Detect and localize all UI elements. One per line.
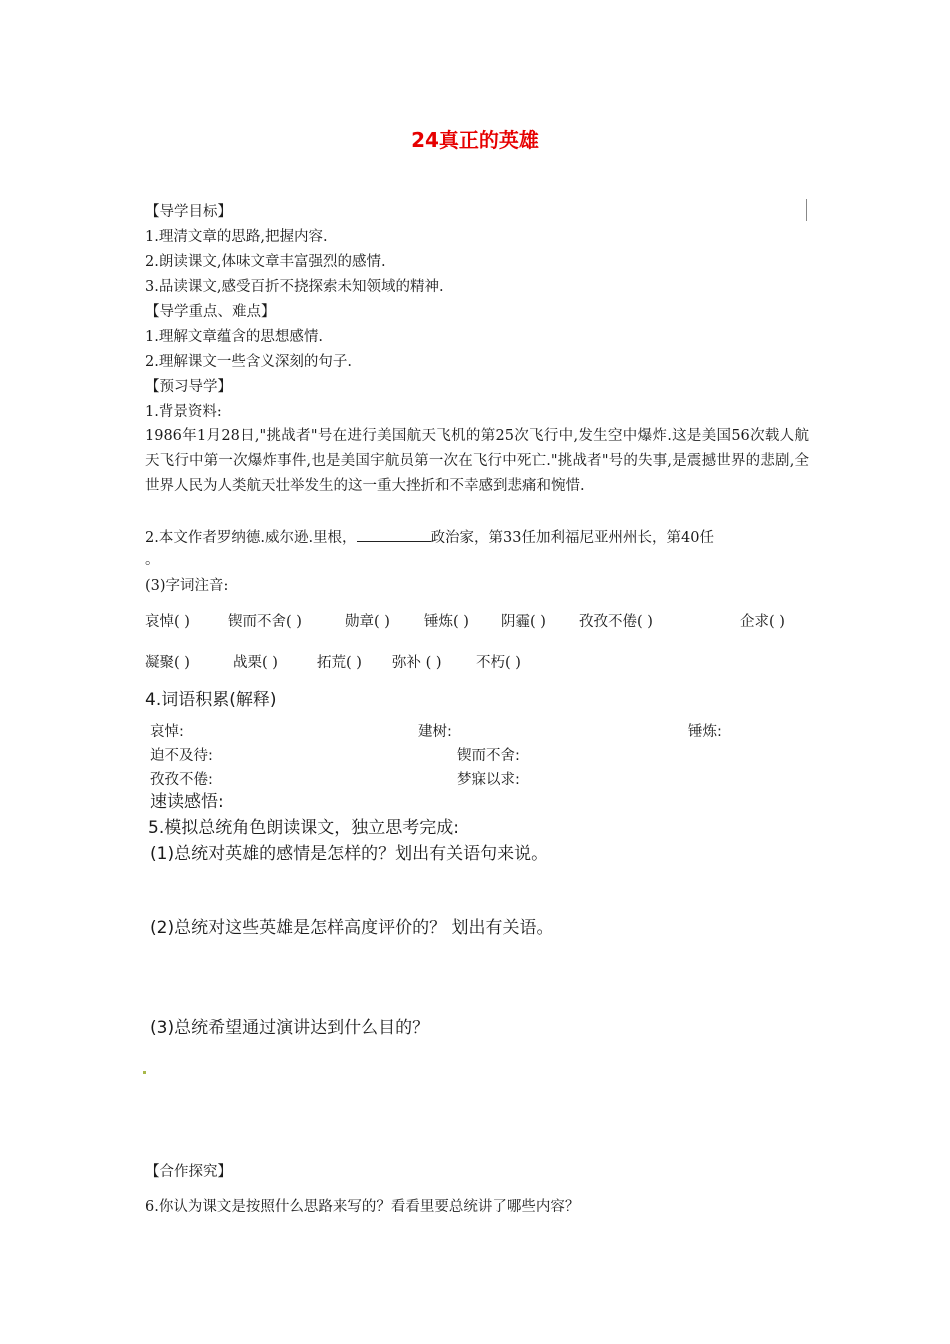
goal-item: 1.理清文章的思路,把握内容. bbox=[145, 229, 328, 245]
keypoint-item: 1.理解文章蕴含的思想感情. bbox=[145, 329, 323, 345]
vocab-heading: 4.词语积累(解释) bbox=[145, 690, 277, 710]
question-5: 5.模拟总统角色朗读课文，独立思考完成: bbox=[148, 818, 459, 838]
goal-item: 2.朗读课文,体味文章丰富强烈的感情. bbox=[145, 254, 386, 270]
vocab-row bbox=[145, 744, 845, 764]
section-heading-goals: 【导学目标】 bbox=[145, 204, 232, 220]
page-title: 24真正的英雄 bbox=[411, 128, 539, 152]
speed-read-label: 速读感悟: bbox=[150, 792, 224, 812]
pinyin-heading: (3)字词注音: bbox=[145, 578, 229, 594]
pinyin-item: 凝聚( ) bbox=[145, 655, 190, 671]
background-text: 1986年1月28日,"挑战者"号在进行美国航天飞机的第25次飞行中,发生空中爆炸.这是美国56次载人航天飞行中第一次爆炸事件,也是美国宇航员第一次在飞行中死亡."挑战者"号的失事,是震撼世界的悲剧,全世界人民为人类航天壮举发生的这一重大挫折和不幸感到悲痛和惋惜. bbox=[145, 428, 809, 494]
pinyin-item: 战栗( ) bbox=[233, 655, 278, 671]
pinyin-item: 拓荒( ) bbox=[317, 655, 362, 671]
pinyin-item: 锤炼( ) bbox=[424, 614, 469, 630]
vocab-term: 梦寐以求: bbox=[457, 772, 520, 788]
background-label: 1.背景资料: bbox=[145, 404, 222, 420]
pinyin-row bbox=[145, 610, 810, 630]
pinyin-item: 弥补 ( ) bbox=[392, 655, 442, 671]
pinyin-item: 不朽( ) bbox=[476, 655, 521, 671]
pinyin-item: 哀悼( ) bbox=[145, 614, 190, 630]
question-5-1: (1)总统对英雄的感情是怎样的？划出有关语句来说。 bbox=[150, 844, 549, 864]
vocab-term: 孜孜不倦: bbox=[150, 772, 213, 788]
question-6: 6.你认为课文是按照什么思路来写的？看看里要总统讲了哪些内容？ bbox=[145, 1199, 580, 1215]
pinyin-item: 锲而不舍( ) bbox=[228, 614, 302, 630]
author-line bbox=[145, 527, 714, 548]
section-heading-cooperate: 【合作探究】 bbox=[145, 1164, 232, 1180]
section-heading-keypoints: 【导学重点、难点】 bbox=[145, 304, 276, 320]
author-line-end: 。 bbox=[145, 552, 160, 568]
section-heading-preview: 【预习导学】 bbox=[145, 379, 232, 395]
vocab-row bbox=[145, 720, 845, 740]
pinyin-item: 勋章( ) bbox=[345, 614, 390, 630]
margin-bar bbox=[806, 199, 807, 221]
vocab-term: 哀悼: bbox=[150, 724, 184, 740]
keypoint-item: 2.理解课文一些含义深刻的句子. bbox=[145, 354, 352, 370]
vocab-row bbox=[145, 768, 845, 788]
vocab-term: 锤炼: bbox=[688, 724, 722, 740]
author-text-start: 2.本文作者罗纳德.威尔逊.里根， bbox=[145, 530, 357, 546]
vocab-term: 锲而不舍: bbox=[457, 748, 520, 764]
pinyin-row bbox=[145, 651, 810, 671]
vocab-term: 迫不及待: bbox=[150, 748, 213, 764]
question-5-2: (2)总统对这些英雄是怎样高度评价的？ 划出有关语。 bbox=[150, 918, 554, 938]
author-text-end: 政治家，第33任加利福尼亚州州长，第40任 bbox=[430, 530, 714, 546]
vocab-term: 建树: bbox=[418, 724, 452, 740]
question-5-3: (3)总统希望通过演讲达到什么目的？ bbox=[150, 1018, 430, 1038]
stray-mark bbox=[143, 1071, 146, 1074]
fill-blank[interactable] bbox=[357, 527, 431, 542]
pinyin-item: 企求( ) bbox=[740, 614, 785, 630]
pinyin-item: 阴霾( ) bbox=[501, 614, 546, 630]
pinyin-item: 孜孜不倦( ) bbox=[579, 614, 653, 630]
goal-item: 3.品读课文,感受百折不挠探索未知领域的精神. bbox=[145, 279, 444, 295]
